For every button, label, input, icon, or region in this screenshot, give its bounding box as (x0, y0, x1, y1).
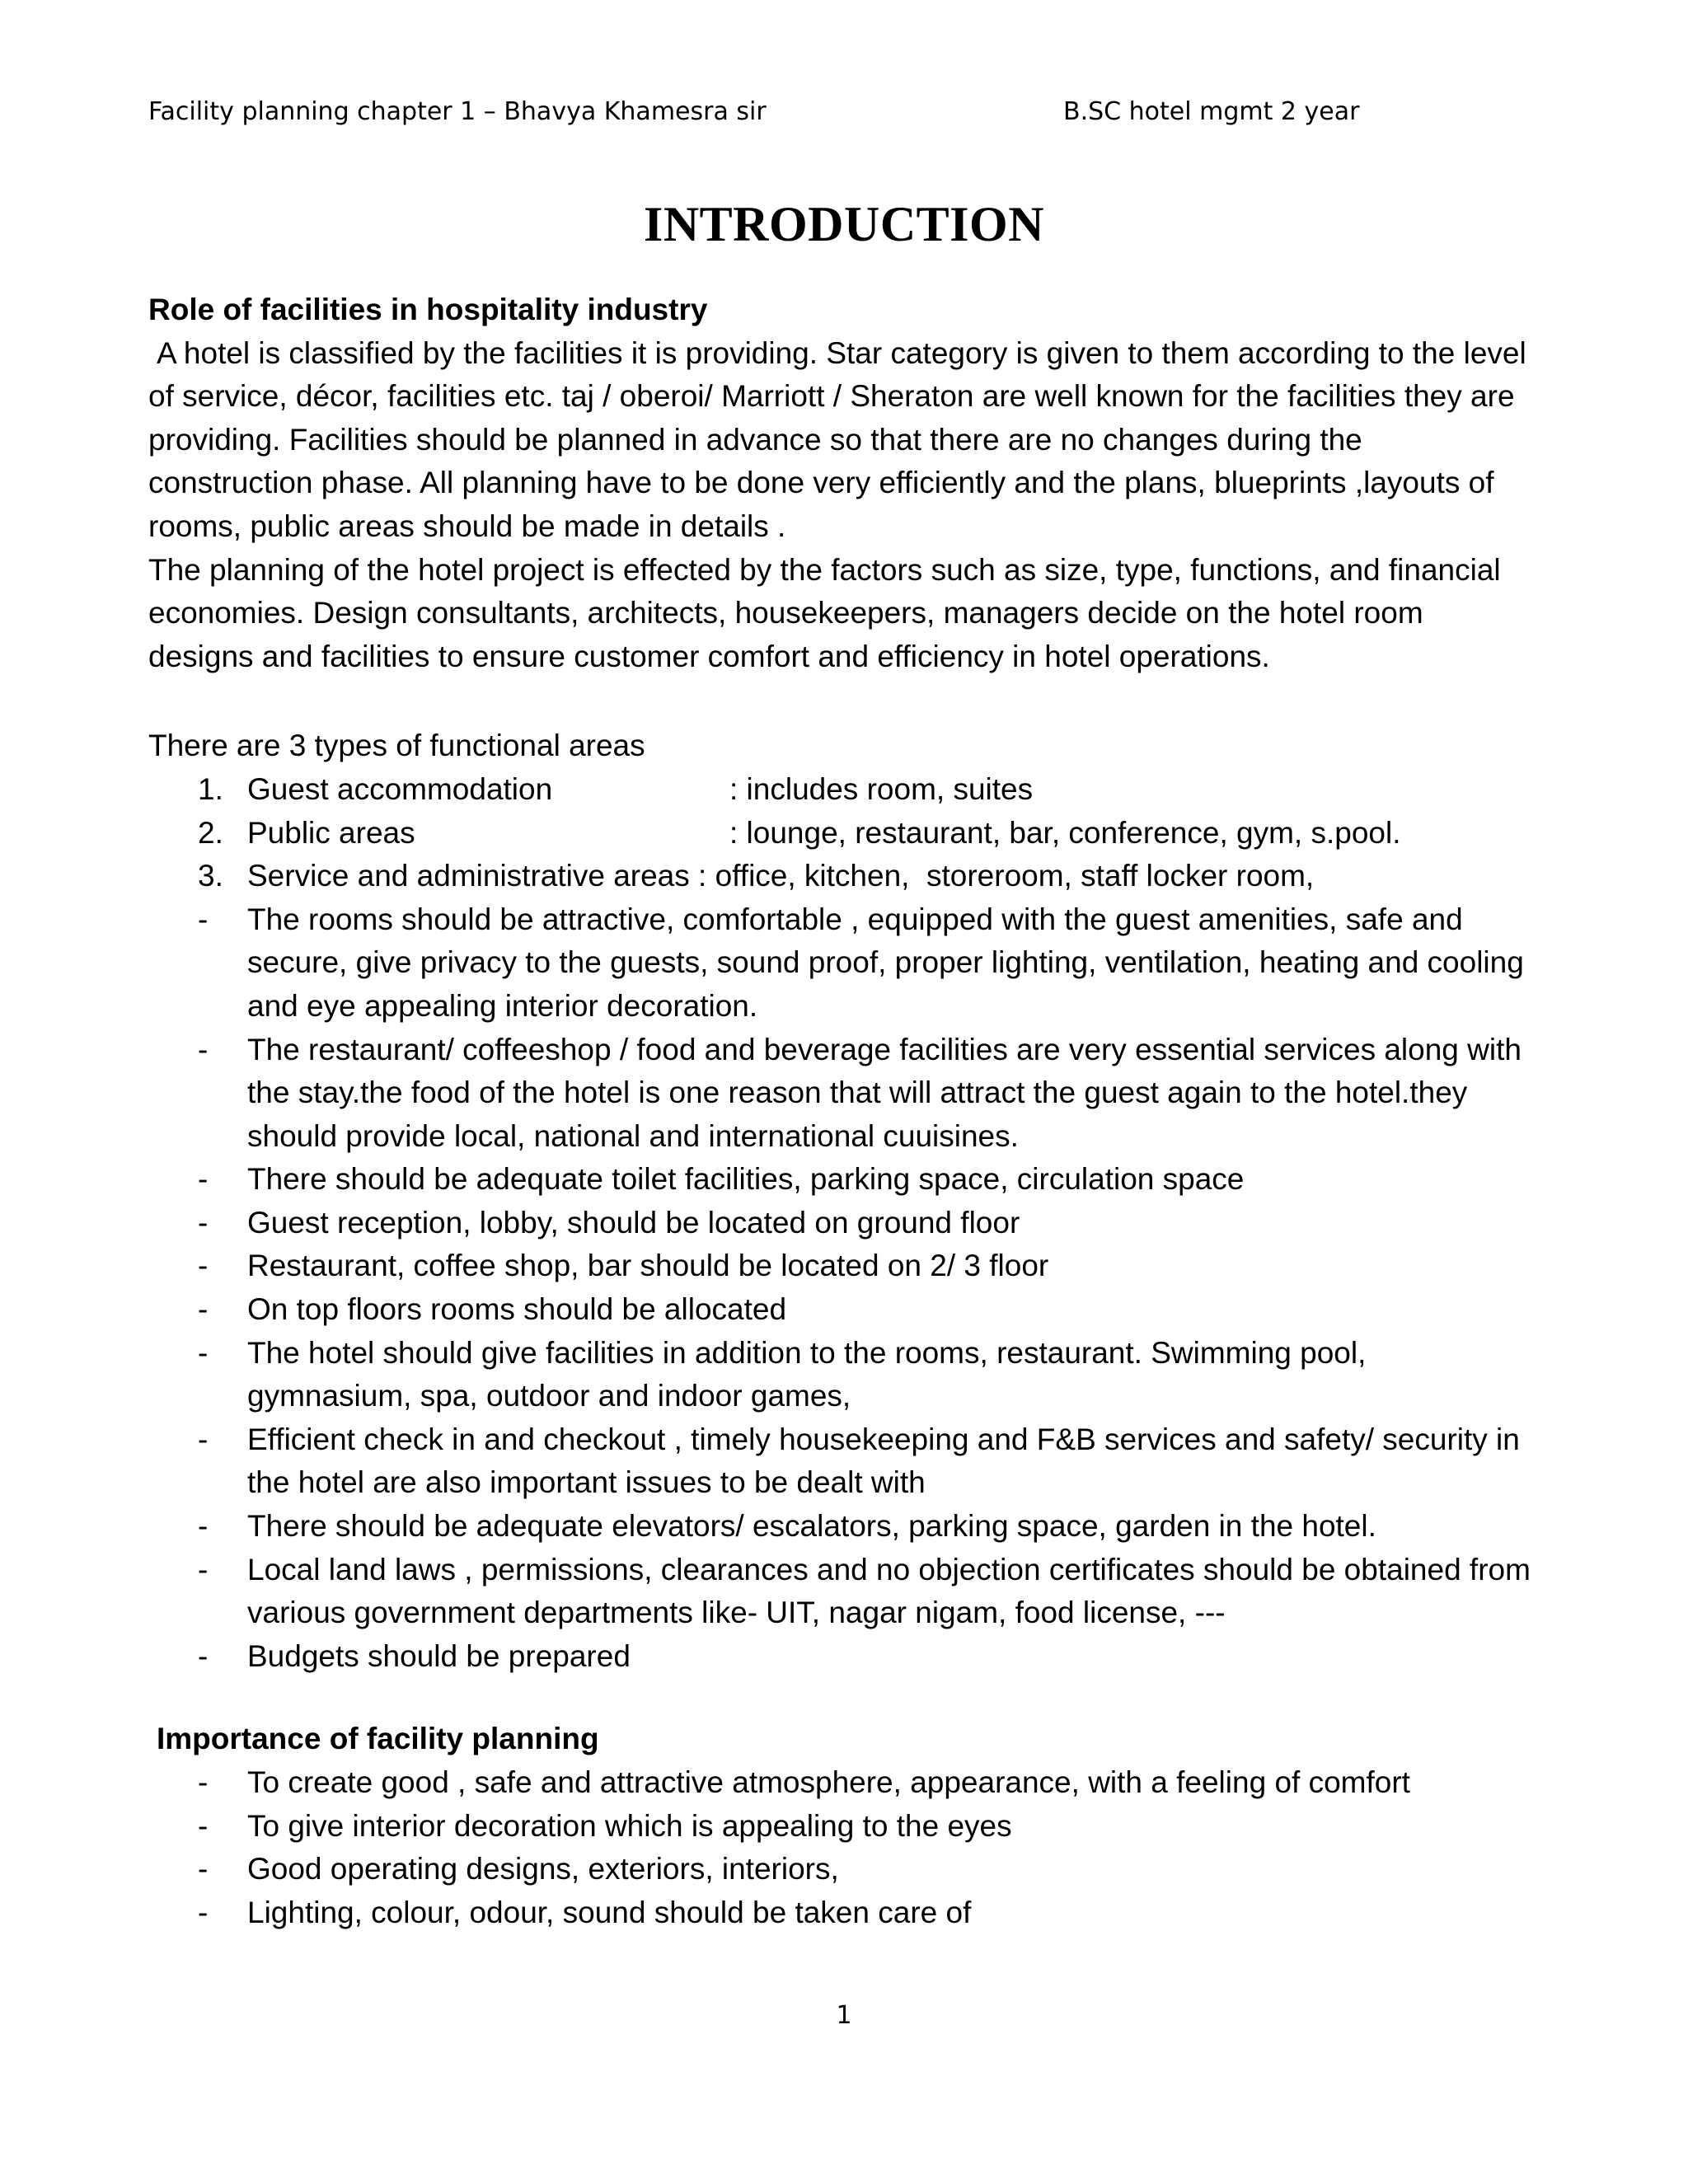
paragraph-1: A hotel is classified by the facilities it is providing. Star category is given to them according to the level of service, décor, facilities etc. taj / oberoi/ Marriott / Sheraton are well known for the facilities they are providing. Facilities should be planned in advance so that there are no changes during the construction phase. All planning have to be done very efficiently and the plans, blueprints ,layouts of rooms, public areas should be made in details . (148, 335, 1526, 543)
list-item (148, 1848, 1533, 1891)
facilities-bullet-list (148, 898, 1533, 1679)
bullet-text: Budgets should be prepared (247, 1638, 631, 1673)
page-number: 1 (836, 2001, 852, 2030)
bullet-dash: - (198, 1422, 209, 1456)
bullet-dash: - (198, 1552, 209, 1586)
list-number: 1. (198, 771, 223, 806)
page-title: INTRODUCTION (643, 197, 1045, 251)
bullet-dash: - (198, 1292, 209, 1327)
bullet-text: The hotel should give facilities in addition to the rooms, restaurant. Swimming pool, gymnasium, spa, outdoor and indoor games, (247, 1335, 1367, 1413)
bullet-dash: - (198, 1032, 209, 1066)
bullet-dash: - (198, 1162, 209, 1197)
bullet-text: To give interior decoration which is appealing to the eyes (247, 1808, 1012, 1843)
bullet-text: Lighting, colour, odour, sound should be taken care of (247, 1895, 972, 1929)
bullet-dash: - (198, 1638, 209, 1673)
area-name: Public areas (247, 815, 415, 850)
bullet-dash: - (198, 1895, 209, 1929)
area-name: Service and administrative areas (247, 859, 690, 893)
page-content (148, 288, 1533, 1934)
bullet-dash: - (198, 1249, 209, 1283)
list-item (148, 1332, 1533, 1418)
area-name: Guest accommodation (247, 771, 553, 806)
bullet-dash: - (198, 1808, 209, 1843)
list-number: 2. (198, 815, 223, 850)
importance-bullet-list (148, 1761, 1533, 1934)
header-right-text: B.SC hotel mgmt 2 year (1063, 97, 1360, 126)
types-intro: There are 3 types of functional areas (148, 729, 645, 763)
bullet-dash: - (198, 1852, 209, 1886)
bullet-text: Local land laws , permissions, clearances and no objection certificates should be obtained from various government departments like- UIT, nagar nigam, food license, --- (247, 1552, 1531, 1630)
bullet-dash: - (198, 1335, 209, 1370)
bullet-dash: - (198, 1765, 209, 1799)
list-item (148, 1158, 1533, 1202)
list-item (148, 1761, 1533, 1805)
bullet-dash: - (198, 902, 209, 936)
paragraph-2: The planning of the hotel project is effected by the factors such as size, type, functions, and financial economies. Design consultants, architects, housekeepers, managers decide on the hotel room designs and facilities to ensure customer comfort and efficiency in hotel operations. (148, 552, 1501, 673)
list-item (148, 898, 1533, 1029)
bullet-text: Efficient check in and checkout , timely housekeeping and F&B services and safety/ security in the hotel are also important issues to be dealt with (247, 1422, 1520, 1500)
section-heading-importance: Importance of facility planning (157, 1722, 599, 1756)
list-item (148, 855, 1533, 898)
list-item (148, 1549, 1533, 1635)
list-item (148, 1635, 1533, 1679)
list-item (148, 1288, 1533, 1332)
bullet-text: There should be adequate toilet facilities, parking space, circulation space (247, 1162, 1245, 1197)
list-item (148, 1418, 1533, 1505)
area-description: : office, kitchen, storeroom, staff locker room, (689, 859, 1315, 893)
header-left-text: Facility planning chapter 1 – Bhavya Khamesra sir (148, 97, 767, 126)
spacer (148, 678, 1533, 724)
bullet-text: On top floors rooms should be allocated (247, 1292, 787, 1327)
list-item (148, 1891, 1533, 1935)
bullet-text: Restaurant, coffee shop, bar should be located on 2/ 3 floor (247, 1249, 1049, 1283)
area-description: : lounge, restaurant, bar, conference, gym, s.pool. (729, 815, 1401, 850)
list-item (148, 1202, 1533, 1245)
bullet-text: The rooms should be attractive, comfortable , equipped with the guest amenities, safe and secure, give privacy to the guests, sound proof, proper lighting, ventilation, heating and cooling and eye appealing interior decoration. (247, 902, 1524, 1023)
list-item (148, 768, 1533, 812)
list-item (148, 1505, 1533, 1549)
list-item (148, 812, 1533, 855)
area-description: : includes room, suites (729, 771, 1034, 806)
bullet-text: The restaurant/ coffeeshop / food and beverage facilities are very essential services along with the stay.the food of the hotel is one reason that will attract the guest again to the hotel.they should provide local, national and international cuuisines. (247, 1032, 1522, 1153)
bullet-dash: - (198, 1205, 209, 1240)
bullet-dash: - (198, 1509, 209, 1544)
bullet-text: Good operating designs, exteriors, interiors, (247, 1852, 839, 1886)
list-item (148, 1805, 1533, 1849)
list-item (148, 1029, 1533, 1159)
bullet-text: To create good , safe and attractive atmosphere, appearance, with a feeling of comfort (247, 1765, 1410, 1799)
bullet-text: There should be adequate elevators/ escalators, parking space, garden in the hotel. (247, 1509, 1376, 1544)
bullet-text: Guest reception, lobby, should be located on ground floor (247, 1205, 1020, 1240)
functional-areas-list (148, 768, 1533, 898)
section-heading-role: Role of facilities in hospitality industry (148, 293, 708, 326)
list-number: 3. (198, 859, 223, 893)
list-item (148, 1244, 1533, 1288)
spacer (148, 1678, 1533, 1718)
